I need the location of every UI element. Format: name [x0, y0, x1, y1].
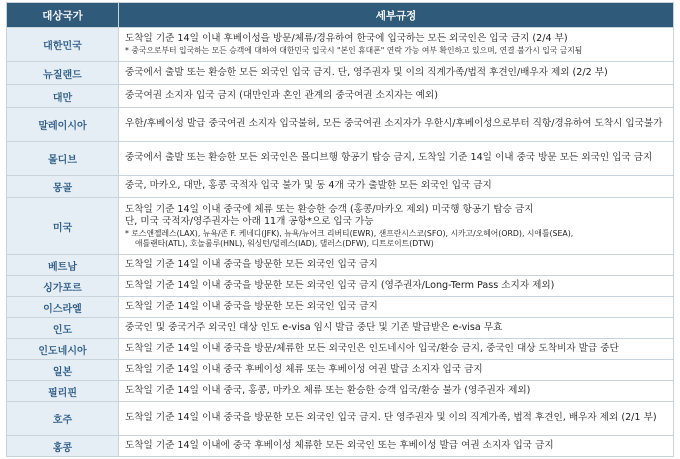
regulation-table — [6, 2, 674, 457]
table-row — [7, 318, 674, 339]
country-cell: 몰디브 — [7, 142, 119, 176]
country-cell: 베트남 — [7, 255, 119, 276]
rule-cell: 중국에서 출발 또는 환승한 모든 외국인은 몰디브행 항공기 탑승 금지, 도착일 기준 14일 이내 중국 방문 모든 외국인 입국 금지 — [119, 142, 674, 176]
table-row — [7, 436, 674, 457]
rule-cell: 도착일 기준 14일 이내 중국, 홍콩, 마카오 체류 또는 환승한 승객 입국/환승 불가 (영주권자 제외) — [119, 381, 674, 402]
table-row — [7, 297, 674, 318]
table-row — [7, 381, 674, 402]
rule-cell: 도착일 기준 14일 이내 중국을 방문한 모든 외국인 입국 금지. 단 영주권자 및 이의 직계가족, 법적 후견인, 배우자 제외 (2/1 부) — [119, 402, 674, 436]
country-cell: 홍콩 — [7, 436, 119, 457]
rule-text: 도착일 기준 14일 이내 후베이성을 방문/체류/경유하여 한국에 입국하는 모든 외국인은 입국 금지 (2/4 부) — [125, 33, 568, 45]
rule-text: 도착일 기준 14일 이내 중국에 체류 또는 환승한 승객 (홍콩/마카오 제외) 미국행 항공기 탑승 금지 — [125, 203, 534, 215]
header-rule: 세부규정 — [119, 3, 674, 28]
rule-cell: 도착일 기준 14일 이내 중국을 방문한 모든 외국인 입국 금지 — [119, 255, 674, 276]
country-cell: 몽골 — [7, 176, 119, 198]
table-row — [7, 339, 674, 360]
table-row — [7, 108, 674, 142]
country-cell: 싱가포르 — [7, 276, 119, 297]
rule-cell: 우한/후베이성 발급 중국여권 소지자 입국불허, 모든 중국여권 소지자가 우한시/후베이성으로부터 직항/경유하여 도착시 입국불가 — [119, 108, 674, 142]
rule-note: * 로스앤젤레스(LAX), 뉴욕/존 F. 케네디(JFK), 뉴욕/뉴어크 리버티(EWR), 샌프란시스코(SFO), 시카고/오헤어(ORD), 시애틀(SEA), — [125, 229, 574, 238]
rule-cell: 중국여권 소지자 입국 금지 (대만인과 혼인 관계의 중국여권 소지자는 예외) — [119, 85, 674, 108]
rule-cell: 중국인 및 중국거주 외국인 대상 인도 e-visa 임시 발급 중단 및 기존 발급받은 e-visa 무효 — [119, 318, 674, 339]
rule-note: 애틀랜타(ATL), 호놀룰루(HNL), 워싱턴/덜레스(IAD), 댈러스(DFW), 디트로이트(DTW) — [135, 238, 434, 248]
rule-note: * 중국으로부터 입국하는 모든 승객에 대하여 대한민국 입국시 "본인 휴대폰" 연락 가능 여부 확인하고 있으며, 연결 불가시 입국 금지됨 — [125, 46, 583, 55]
rule-cell — [119, 198, 674, 255]
table-row — [7, 142, 674, 176]
header-row — [7, 3, 674, 28]
country-cell: 인도 — [7, 318, 119, 339]
table-row — [7, 276, 674, 297]
country-cell: 뉴질랜드 — [7, 62, 119, 85]
rule-cell: 도착일 기준 14일 이내 중국을 방문/체류한 모든 외국인은 인도네시아 입국/환승 금지, 중국인 대상 도착비자 발급 중단 — [119, 339, 674, 360]
country-cell: 인도네시아 — [7, 339, 119, 360]
rule-cell: 도착일 기준 14일 이내 중국을 방문한 모든 외국인 입국 금지 — [119, 297, 674, 318]
country-cell: 일본 — [7, 360, 119, 381]
rule-cell: 도착일 기준 14일 이내에 중국 후베이성 체류한 모든 외국인 또는 후베이성 발급 여권 소지자 입국 금지 — [119, 436, 674, 457]
country-cell: 말레이시아 — [7, 108, 119, 142]
table-row — [7, 85, 674, 108]
table-row — [7, 360, 674, 381]
table-row — [7, 255, 674, 276]
country-cell: 대한민국 — [7, 28, 119, 62]
table-row — [7, 28, 674, 62]
rule-cell: 도착일 기준 14일 이내 중국을 방문한 모든 외국인 입국 금지 (영주권자/Long-Term Pass 소지자 제외) — [119, 276, 674, 297]
rule-text: 단, 미국 국적자/영주권자는 아래 11개 공항*으로 입국 가능 — [125, 216, 374, 228]
rule-cell — [119, 28, 674, 62]
rule-cell: 중국, 마카오, 대만, 홍콩 국적자 입국 불가 및 동 4개 국가 출발한 모든 외국인 입국 금지 — [119, 176, 674, 198]
table-row — [7, 402, 674, 436]
rule-cell: 중국에서 출발 또는 환승한 모든 외국인 입국 금지. 단, 영주권자 및 이의 직계가족/법적 후견인/배우자 제외 (2/2 부) — [119, 62, 674, 85]
table-row — [7, 62, 674, 85]
rule-cell: 도착일 기준 14일 이내 중국 후베이성 체류 또는 후베이성 여권 발급 소지자 입국 금지 — [119, 360, 674, 381]
country-cell: 미국 — [7, 198, 119, 255]
country-cell: 호주 — [7, 402, 119, 436]
table-row — [7, 176, 674, 198]
country-cell: 대만 — [7, 85, 119, 108]
country-cell: 이스라엘 — [7, 297, 119, 318]
table-row — [7, 198, 674, 255]
country-cell: 필리핀 — [7, 381, 119, 402]
header-country: 대상국가 — [7, 3, 119, 28]
